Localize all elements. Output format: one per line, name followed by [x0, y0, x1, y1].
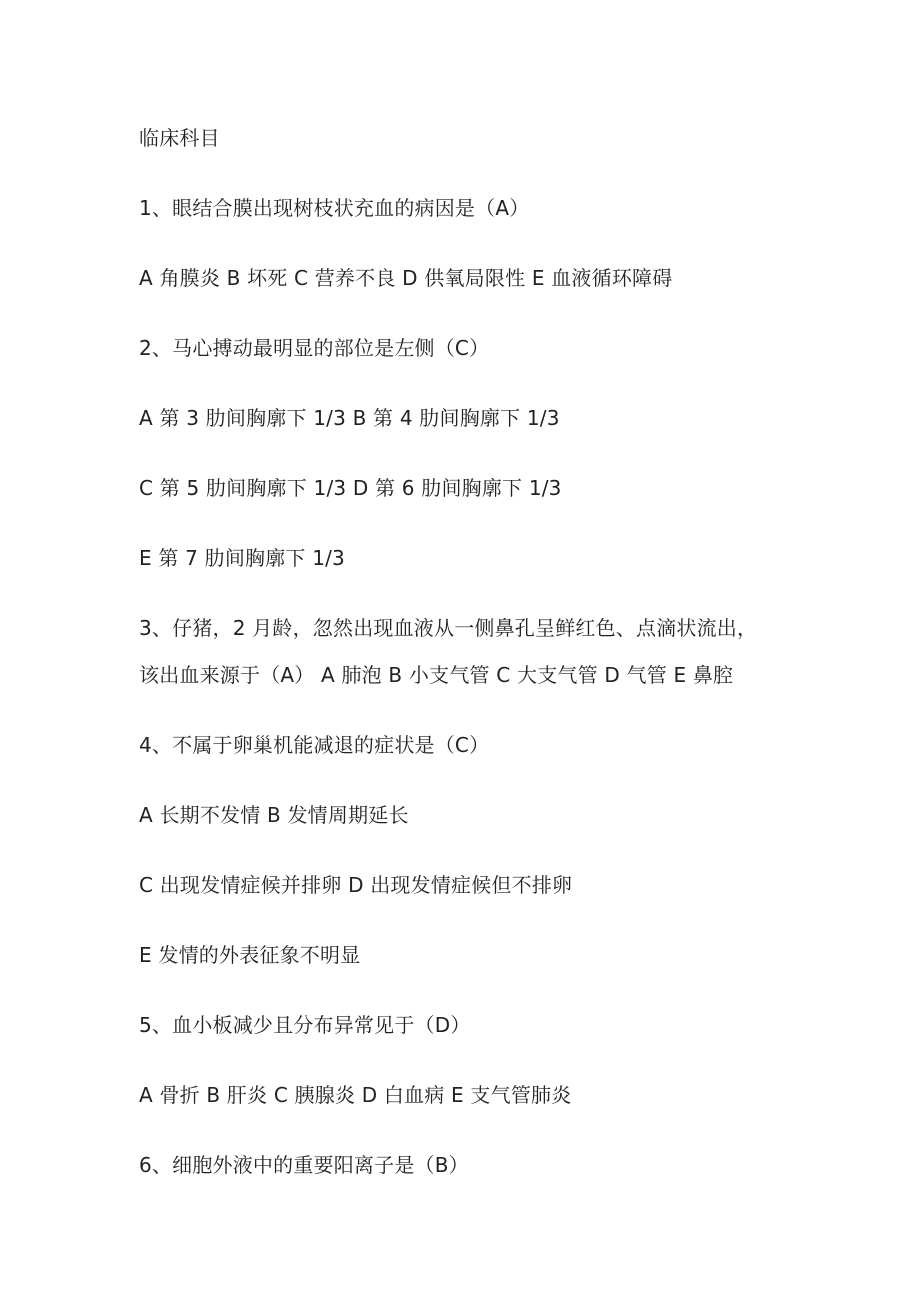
question-3: 3、仔猪，2 月龄，忽然出现血液从一侧鼻孔呈鲜红色、点滴状流出，: [139, 616, 758, 640]
question-1: 1、眼结合膜出现树枝状充血的病因是（A）: [139, 196, 530, 220]
question-4-options-cd: C 出现发情症候并排卵 D 出现发情症候但不排卵: [139, 873, 573, 897]
question-6: 6、细胞外液中的重要阳离子是（B）: [139, 1153, 469, 1177]
question-5: 5、血小板减少且分布异常见于（D）: [139, 1013, 471, 1037]
question-2-options-ab: A 第 3 肋间胸廓下 1/3 B 第 4 肋间胸廓下 1/3: [139, 406, 560, 430]
question-4-options-e: E 发情的外表征象不明显: [139, 943, 361, 967]
question-1-options: A 角膜炎 B 坏死 C 营养不良 D 供氧局限性 E 血液循环障碍: [139, 266, 673, 290]
question-3-continued: 该出血来源于（A） A 肺泡 B 小支气管 C 大支气管 D 气管 E 鼻腔: [139, 663, 734, 687]
question-2-options-cd: C 第 5 肋间胸廓下 1/3 D 第 6 肋间胸廓下 1/3: [139, 476, 562, 500]
question-4: 4、不属于卵巢机能减退的症状是（C）: [139, 733, 490, 757]
question-4-options-ab: A 长期不发情 B 发情周期延长: [139, 803, 409, 827]
question-2: 2、马心搏动最明显的部位是左侧（C）: [139, 336, 490, 360]
question-2-options-e: E 第 7 肋间胸廓下 1/3: [139, 546, 345, 570]
document-heading: 临床科目: [139, 126, 220, 150]
question-5-options: A 骨折 B 肝炎 C 胰腺炎 D 白血病 E 支气管肺炎: [139, 1083, 572, 1107]
